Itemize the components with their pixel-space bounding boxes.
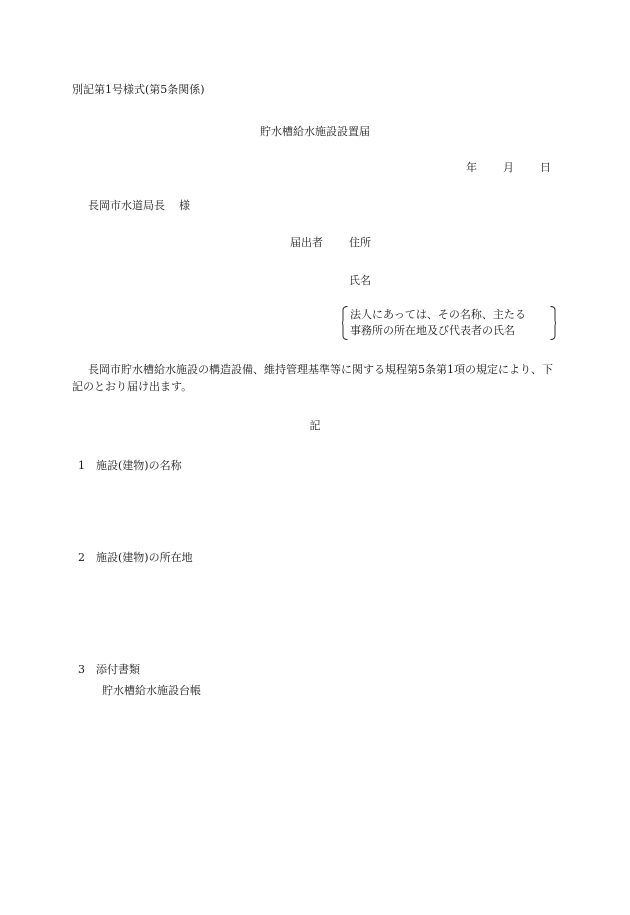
- corporate-note-line1: 法人にあっては、その名称、主たる: [350, 308, 526, 321]
- address-label: 住所: [349, 236, 371, 249]
- right-bracket: [550, 306, 556, 340]
- filer-label: 届出者: [290, 236, 323, 249]
- left-bracket: [342, 306, 348, 340]
- item-1-number: 1: [78, 459, 85, 472]
- item-3: [78, 662, 140, 678]
- date-day: 日: [540, 161, 551, 174]
- item-1-label: 施設(建物)の名称: [96, 459, 182, 472]
- form-number: 別記第1号様式(第5条関係): [72, 83, 205, 96]
- corporate-note-line2: 事務所の所在地及び代表者の氏名: [350, 324, 515, 337]
- item-3-number: 3: [78, 663, 85, 676]
- item-3-label: 添付書類: [96, 663, 140, 676]
- recipient-name: 長岡市水道局長: [88, 199, 165, 212]
- date-month: 月: [503, 161, 514, 174]
- item-2-label: 施設(建物)の所在地: [96, 551, 193, 564]
- item-3-attachment: 貯水槽給水施設台帳: [102, 684, 201, 697]
- body-text: 長岡市貯水槽給水施設の構造設備、維持管理基準等に関する規程第5条第1項の規定により、下記のとおり届け出ます。: [72, 363, 553, 393]
- date-year: 年: [466, 161, 477, 174]
- item-2-number: 2: [78, 551, 85, 564]
- recipient: [88, 198, 190, 214]
- item-2: [78, 550, 193, 566]
- ki-heading: 記: [309, 419, 321, 432]
- corporate-note: [342, 306, 556, 340]
- date-line: [466, 160, 551, 176]
- item-1: [78, 458, 182, 474]
- name-label: 氏名: [349, 274, 371, 287]
- recipient-honorific: 様: [179, 199, 190, 212]
- document-title: 貯水槽給水施設設置届: [260, 125, 370, 138]
